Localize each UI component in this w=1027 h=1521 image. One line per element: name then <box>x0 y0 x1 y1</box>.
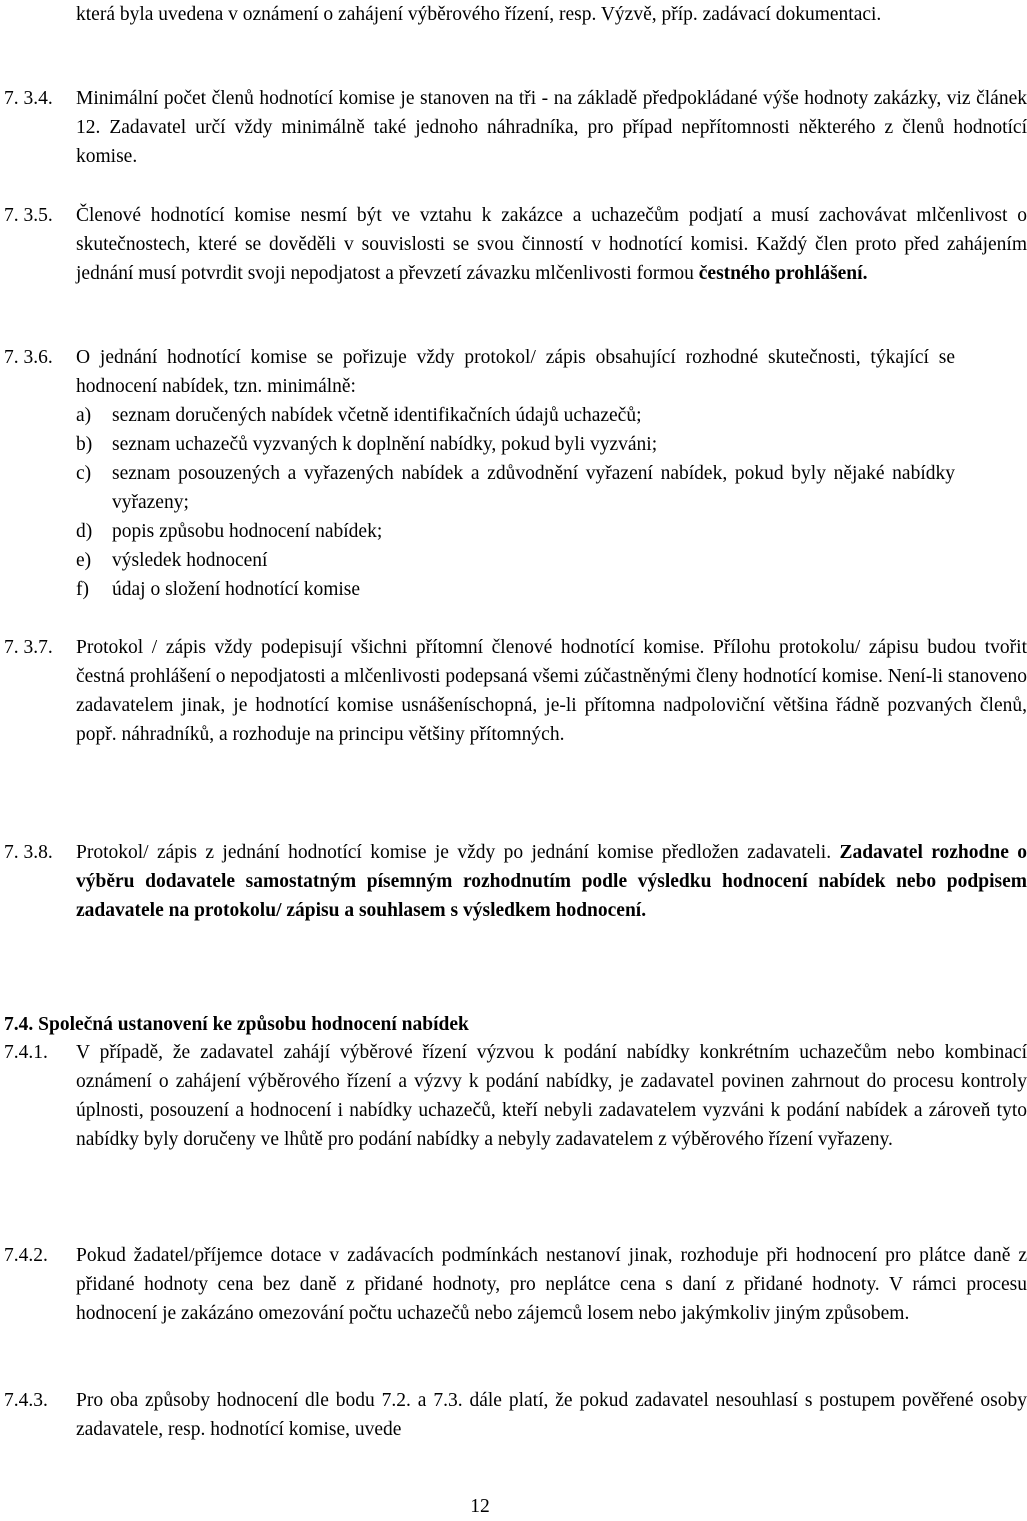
list-item-text: seznam posouzených a vyřazených nabídek a zdůvodnění vyřazení nabídek, pokud byly nějaké nabídky vyřazeny; <box>112 463 955 513</box>
paragraph-7-4-1 <box>4 1038 1027 1154</box>
page-number: 12 <box>470 1496 490 1517</box>
list-item-label: b) <box>76 434 93 455</box>
paragraph-number: 7. 3.5. <box>4 205 53 226</box>
paragraph-text: Protokol / zápis vždy podepisují všichni přítomní členové hodnotící komise. Přílohu protokolu/ zápisu budou tvořit čestná prohlášení o nepodjatosti a mlčenlivosti podepsaná všemi zúčastněnými členy hodnotící komise. Není-li stanoveno zadavatelem jinak, je hodnotící komise usnášeníschopná, je-li přítomna nadpoloviční většina řádně pozvaných členů, popř. náhradníků, a rozhoduje na principu většiny přítomných. <box>76 637 1027 745</box>
list-item <box>76 401 955 430</box>
list-item-label: c) <box>76 463 92 484</box>
list-item-text: údaj o složení hodnotící komise <box>112 579 361 600</box>
paragraph-text-end: . <box>862 263 868 284</box>
list-item-text: výsledek hodnocení <box>112 550 268 571</box>
paragraph-text: Minimální počet členů hodnotící komise je stanoven na tři - na základě předpokládané výše hodnoty zakázky, viz článek 12. Zadavatel určí vždy minimálně také jednoho náhradníka, pro případ nepřítomnosti některého z členů hodnotící komise. <box>76 88 1027 167</box>
paragraph-7-4-3 <box>4 1386 1027 1444</box>
paragraph-number: 7.4.1. <box>4 1042 48 1063</box>
list-item <box>76 430 955 459</box>
paragraph-7-3-4 <box>4 84 1027 171</box>
paragraph-7-4-2 <box>4 1241 1027 1328</box>
list-item <box>76 459 955 517</box>
criteria-list <box>4 401 955 604</box>
list-item-text: seznam uchazečů vyzvaných k doplnění nabídky, pokud byli vyzváni; <box>112 434 658 455</box>
list-item-text: seznam doručených nabídek včetně identifikačních údajů uchazečů; <box>112 405 642 426</box>
paragraph-7-3-7 <box>4 633 1027 749</box>
paragraph-continuation <box>4 0 1027 29</box>
paragraph-7-3-8 <box>4 838 1027 925</box>
paragraph-7-3-6 <box>4 343 955 604</box>
list-item <box>76 517 955 546</box>
list-item <box>76 575 955 604</box>
paragraph-intro <box>4 343 955 401</box>
paragraph-text: Pro oba způsoby hodnocení dle bodu 7.2. a 7.3. dále platí, že pokud zadavatel nesouhlasí s postupem pověřené osoby zadavatele, resp. hodnotící komise, uvede <box>76 1390 1027 1440</box>
paragraph-text: Členové hodnotící komise nesmí být ve vztahu k zakázce a uchazečům podjatí a musí zachovávat mlčenlivost o skutečnostech, které se dověděli v souvislosti se svou činností v hodnotící komisi. Každý člen proto před zahájením jednání musí potvrdit svoji nepodjatost a převzetí závazku mlčenlivosti formou <box>76 205 1027 284</box>
paragraph-number: 7. 3.7. <box>4 637 53 658</box>
paragraph-number: 7. 3.6. <box>4 347 53 368</box>
paragraph-text: Protokol/ zápis z jednání hodnotící komise je vždy po jednání komise předložen zadavateli. <box>76 842 840 863</box>
paragraph-text: V případě, že zadavatel zahájí výběrové řízení výzvou k podání nabídky konkrétním uchazečům nebo kombinací oznámení o zahájení výběrového řízení a výzvy k podání nabídky, je zadavatel povinen zahrnout do procesu kontroly úplnosti, posouzení a hodnocení i nabídky uchazečů, kteří nebyli zadavatelem vyzváni k podání nabídek a zároveň tyto nabídky byly doručeny ve lhůtě pro podání nabídky a nebyly zadavatelem z výběrového řízení vyřazeny. <box>76 1042 1027 1150</box>
paragraph-text: O jednání hodnotící komise se pořizuje vždy protokol/ zápis obsahující rozhodné skutečnosti, týkající se hodnocení nabídek, tzn. minimálně: <box>76 347 955 397</box>
paragraph-bold-text: Zadavatel rozhodne o výběru dodavatele samostatným písemným rozhodnutím podle výsledku hodnocení nabídek nebo podpisem zadavatele na protokolu/ zápisu a souhlasem s výsledkem hodnocení. <box>76 842 1027 921</box>
paragraph-text: Pokud žadatel/příjemce dotace v zadávacích podmínkách nestanoví jinak, rozhoduje při hodnocení pro plátce daně z přidané hodnoty cena bez daně z přidané hodnoty, pro neplátce cena s daní z přidané hodnoty. V rámci procesu hodnocení je zakázáno omezování počtu uchazečů nebo zájemců losem nebo jakýmkoliv jiným způsobem. <box>76 1245 1027 1324</box>
paragraph-7-3-5 <box>4 201 1027 288</box>
paragraph-bold-text: čestného prohlášení <box>698 263 863 284</box>
paragraph-number: 7.4.2. <box>4 1245 48 1266</box>
paragraph-number: 7. 3.4. <box>4 88 53 109</box>
paragraph-number: 7. 3.8. <box>4 842 53 863</box>
list-item-label: a) <box>76 405 92 426</box>
list-item-label: d) <box>76 521 93 542</box>
list-item-label: f) <box>76 579 89 600</box>
list-item-label: e) <box>76 550 92 571</box>
paragraph-number: 7.4.3. <box>4 1390 48 1411</box>
list-item <box>76 546 955 575</box>
section-heading: 7.4. Společná ustanovení ke způsobu hodnocení nabídek <box>4 1014 469 1035</box>
list-item-text: popis způsobu hodnocení nabídek; <box>112 521 383 542</box>
paragraph-text: která byla uvedena v oznámení o zahájení výběrového řízení, resp. Výzvě, příp. zadávací dokumentaci. <box>76 4 882 25</box>
